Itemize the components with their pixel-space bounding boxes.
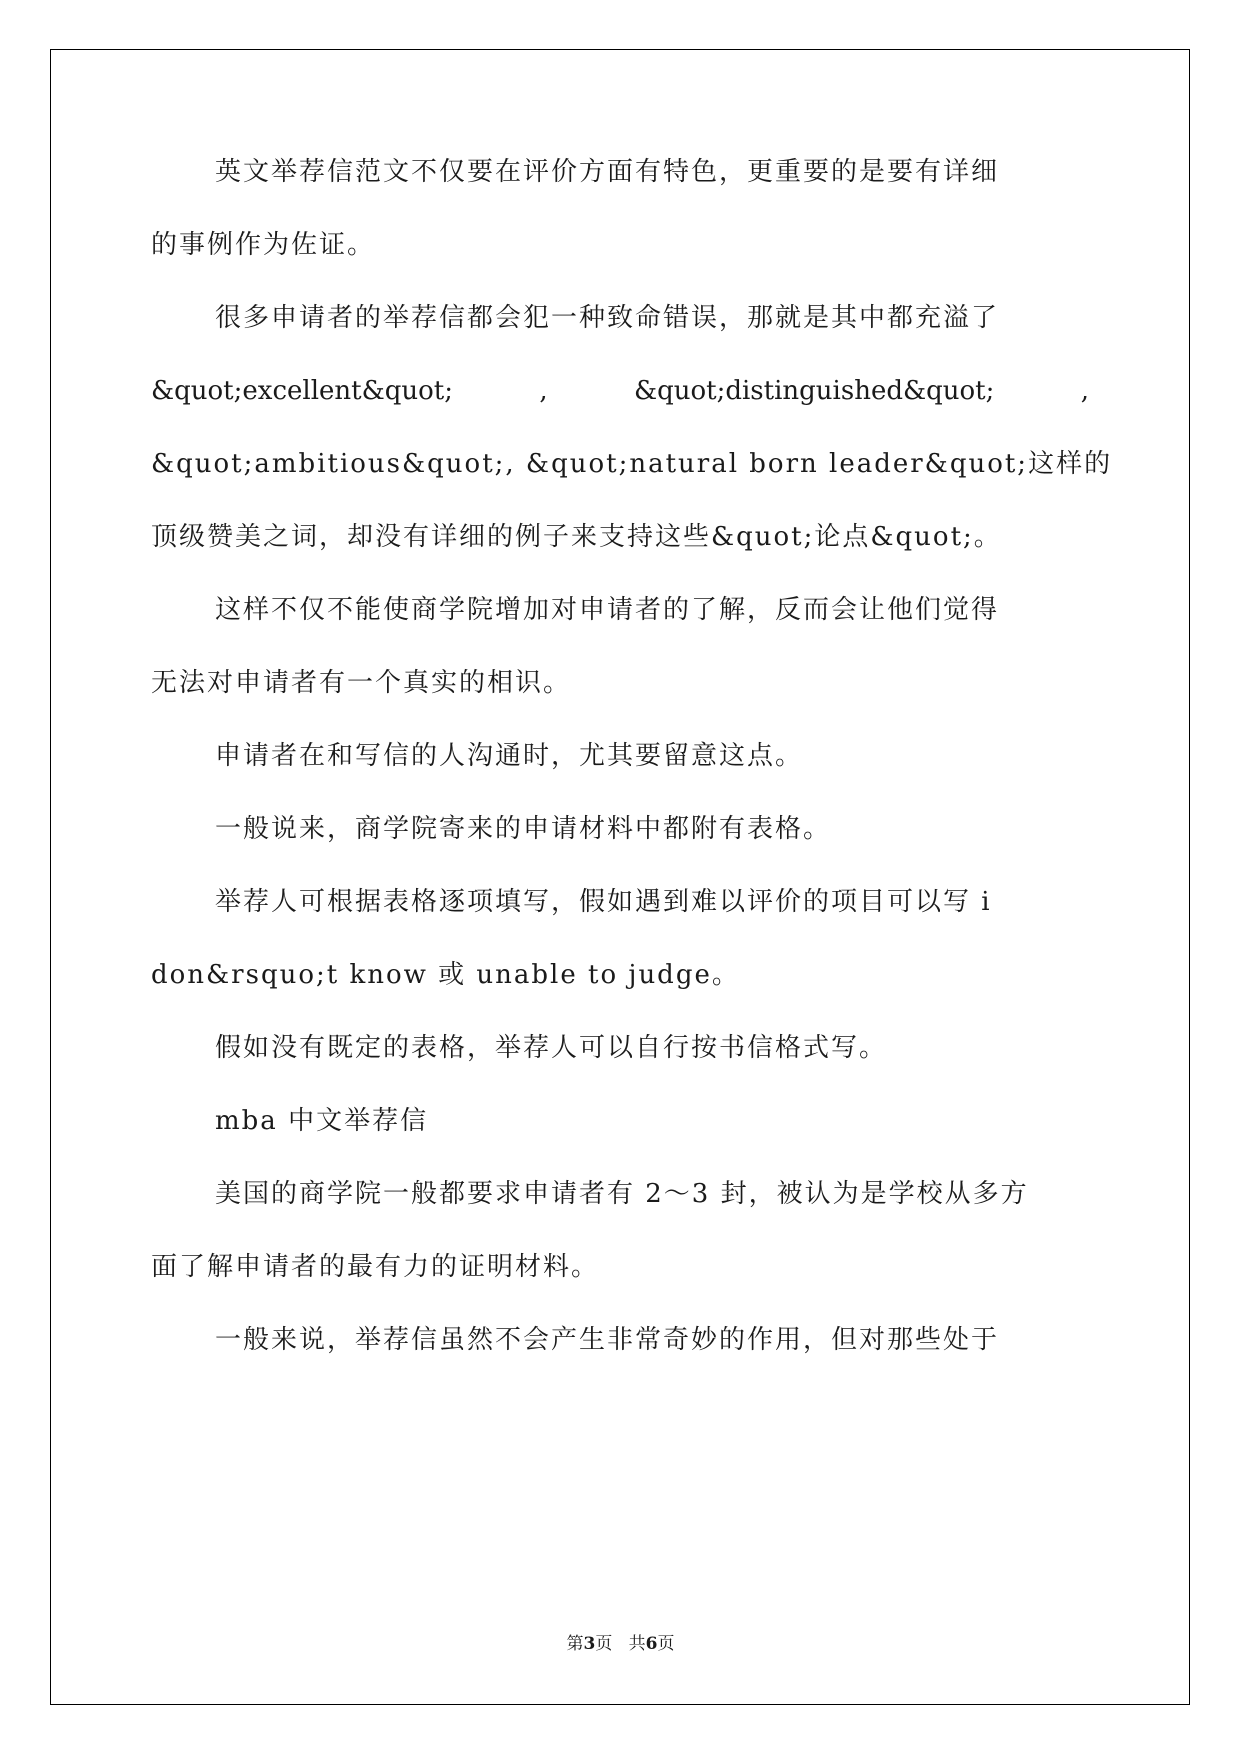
quote-distinguished: &quot;distinguished&quot; [633, 376, 995, 406]
text-line: 假如没有既定的表格，举荐人可以自行按书信格式写。 [215, 1033, 888, 1063]
footer-page-suffix: 页 [595, 1634, 613, 1654]
text-line: 面了解申请者的最有力的证明材料。 [151, 1252, 600, 1282]
comma: , [1080, 376, 1089, 406]
total-page-number: 6 [645, 1634, 658, 1654]
current-page-number: 3 [583, 1634, 596, 1654]
text-line: 英文举荐信范文不仅要在评价方面有特色，更重要的是要有详细 [215, 157, 1000, 187]
comma: , [539, 376, 548, 406]
page-footer [0, 1632, 1241, 1656]
text-line: 美国的商学院一般都要求申请者有 2～3 封，被认为是学校从多方 [215, 1179, 1029, 1209]
text-line: 无法对申请者有一个真实的相识。 [151, 668, 572, 698]
text-line: 一般说来，商学院寄来的申请材料中都附有表格。 [215, 814, 832, 844]
text-line: 顶级赞美之词，却没有详细的例子来支持这些&quot;论点&quot;。 [151, 522, 1002, 552]
text-line: &quot;ambitious&quot;, &quot;natural born leader&quot;这样的 [151, 449, 1113, 479]
text-line: 很多申请者的举荐信都会犯一种致命错误，那就是其中都充溢了 [215, 303, 1000, 333]
footer-prefix: 第 [566, 1634, 584, 1654]
text-line: 这样不仅不能使商学院增加对申请者的了解，反而会让他们觉得 [215, 595, 1000, 625]
text-line: 申请者在和写信的人沟通时，尤其要留意这点。 [215, 741, 804, 771]
text-line: 的事例作为佐证。 [151, 230, 376, 260]
text-line: 举荐人可根据表格逐项填写，假如遇到难以评价的项目可以写 i [215, 887, 992, 917]
quote-excellent: &quot;excellent&quot; [151, 376, 453, 406]
text-line-quotes [151, 371, 1089, 411]
footer-total-suffix: 页 [657, 1634, 675, 1654]
footer-total-prefix: 共 [628, 1634, 646, 1654]
section-heading: mba 中文举荐信 [215, 1106, 429, 1136]
text-line: don&rsquo;t know 或 unable to judge。 [151, 960, 740, 990]
text-line: 一般来说，举荐信虽然不会产生非常奇妙的作用，但对那些处于 [215, 1325, 1000, 1355]
